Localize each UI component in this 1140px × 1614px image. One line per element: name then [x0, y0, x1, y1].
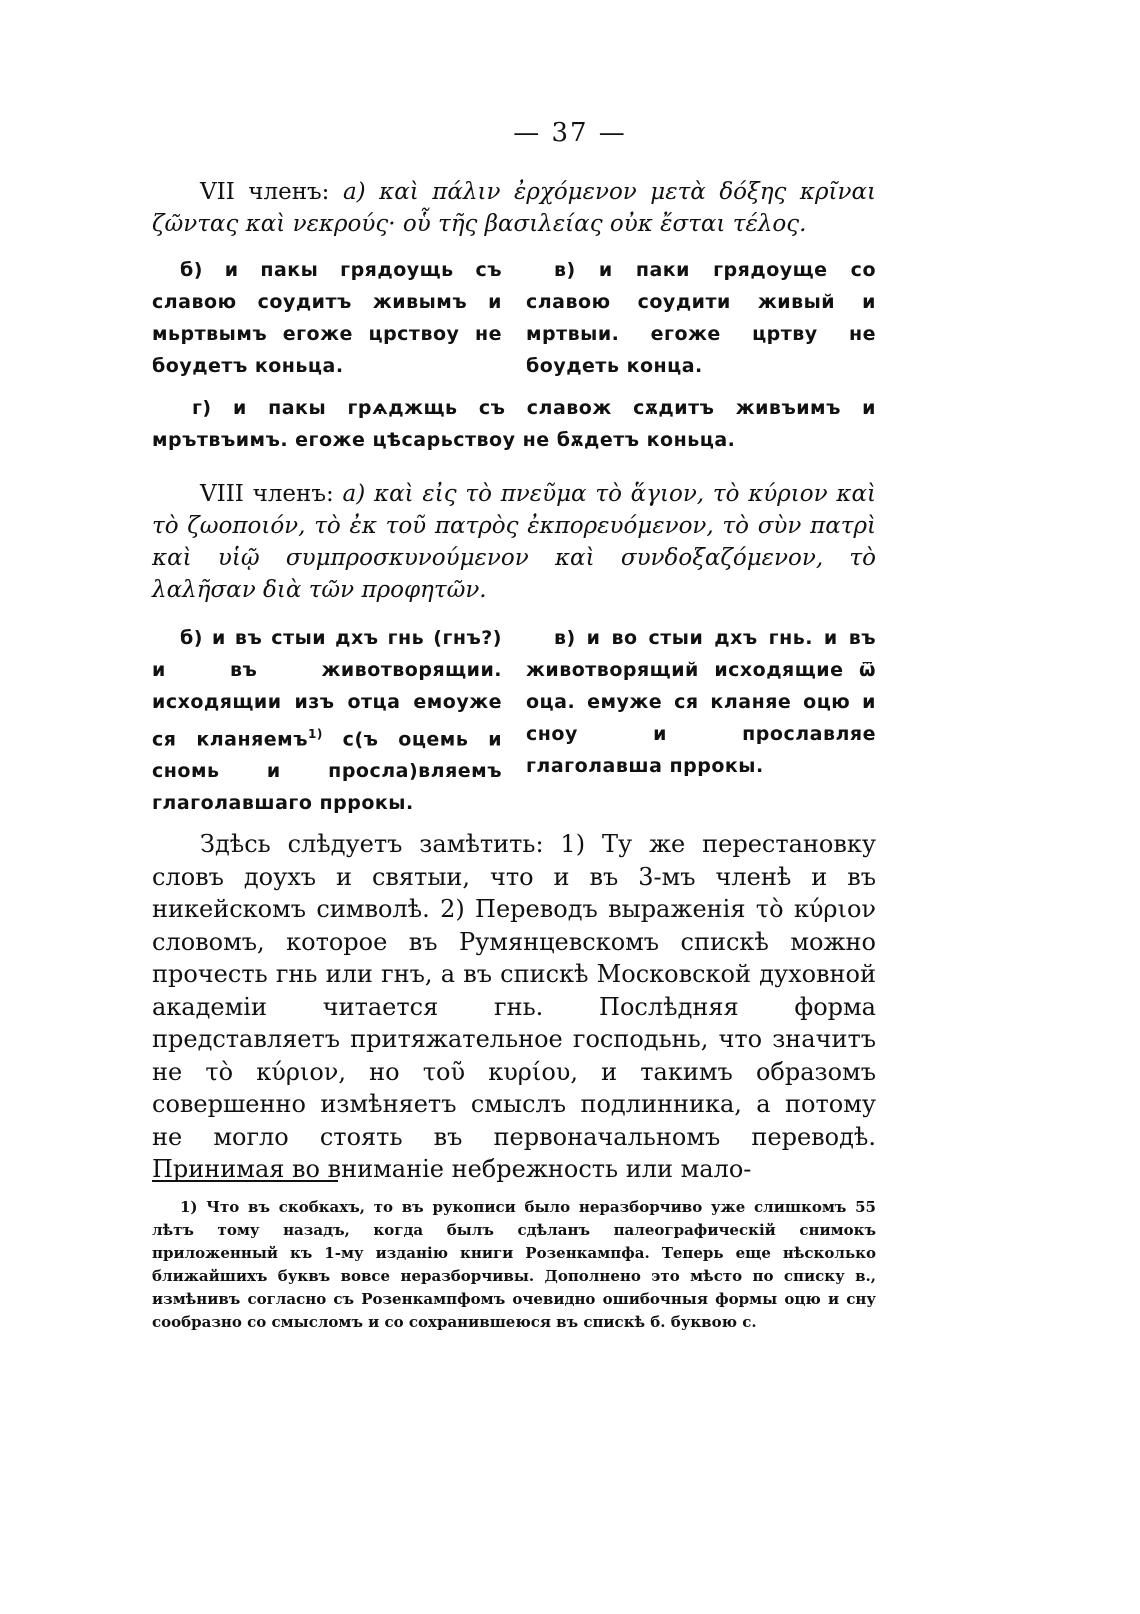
- footnote-rule: [152, 1180, 338, 1182]
- member8-variant-b-rest: с(ъ оцемь и сномь и просла)вляемъ глаголавшаго пррокы.: [152, 728, 503, 815]
- member8-greek-paragraph: [152, 478, 876, 606]
- member7-variant-b: б) и пакы грядоущь съ славою соудитъ живымъ и мьртвымъ егоже црствоу не боудетъ коньца.: [152, 259, 502, 377]
- member7-greek-paragraph: [152, 176, 876, 240]
- member8-label: VIII членъ:: [200, 481, 334, 507]
- member8-variant-v: в) и во стыи дхъ гнь. и въ животворящий исходящие ѿ оца. емуже ся кланяе оцю и сноу и прославляе глаголавша пррокы.: [526, 627, 876, 777]
- body-paragraph: Здѣсь слѣдуетъ замѣтить: 1) Ту же перестановку словъ доухъ и святыи, что и въ 3-мъ членѣ и въ никейскомъ символѣ. 2) Переводъ выраженія τὸ κύριον словомъ, которое въ Румянцевскомъ спискѣ можно прочесть гнь или гнъ, а въ спискѣ Московской духовной академіи читается гнь. Послѣдняя форма представляетъ притяжательное господьнь, что значитъ не τὸ κύριον, но τοῦ κυρίου, и такимъ образомъ совершенно измѣняетъ смыслъ подлинника, а потому не могло стоять въ первоначальномъ переводѣ. Принимая во вниманіе небрежность или мало-: [152, 830, 876, 1183]
- member8-greek-text: καὶ εἰς τὸ πνεῦμα τὸ ἅγιον, τὸ κύριον καὶ τὸ ζωοποιόν, τὸ ἐκ τοῦ πατρὸς ἐκπορευόμενον, τὸ σὺν πατρὶ καὶ υἱῷ συμπροσκυνούμενον καὶ συνδοξαζόμενον, τὸ λαλῆσαν διὰ τῶν προφητῶν.: [152, 481, 877, 603]
- footnote-ref: 1): [307, 727, 323, 741]
- member7-variant-g: г) и пакы грѧджщь съ славож сѫдитъ живъимъ и мрътвъимъ. егоже цѣсарьствоу не бѫдетъ коньца.: [152, 397, 876, 451]
- footnote: 1) Что въ скобкахъ, то въ рукописи было неразборчиво уже слишкомъ 55 лѣтъ тому назадъ, когда былъ сдѣланъ палеографическій снимокъ приложенный къ 1-му изданію книги Розенкампфа. Теперь еще нѣсколько ближайшихъ буквъ вовсе неразборчивы. Дополнено это мѣсто по списку в., измѣнивъ согласно съ Розенкампфомъ очевидно ошибочныя формы оцю и сну сообразно со смысломъ и со сохранившеюся въ спискѣ б. буквою с.: [152, 1198, 876, 1331]
- member8-variant-b: [152, 622, 502, 819]
- member7-label: VII членъ:: [200, 179, 330, 205]
- member7-variant-v: в) и паки грядоуще со славою соудити живый и мртвыи. егоже цртву не боудеть конца.: [526, 259, 876, 377]
- member8-a-label: а): [342, 481, 366, 507]
- member7-a-label: а): [342, 179, 366, 205]
- page-number: — 37 —: [513, 118, 627, 148]
- member8-variant-b-main: б) и въ стыи дхъ гнь (гнъ?) и въ животворящии. исходящии изъ отца емоуже ся кланяемъ: [152, 627, 502, 751]
- member7-greek-text: καὶ πάλιν ἐρχόμενον μετὰ δόξης κρῖναι ζῶντας καὶ νεκρούς· οὗ τῆς βασιλείας οὐκ ἔσται τέλος.: [152, 179, 877, 237]
